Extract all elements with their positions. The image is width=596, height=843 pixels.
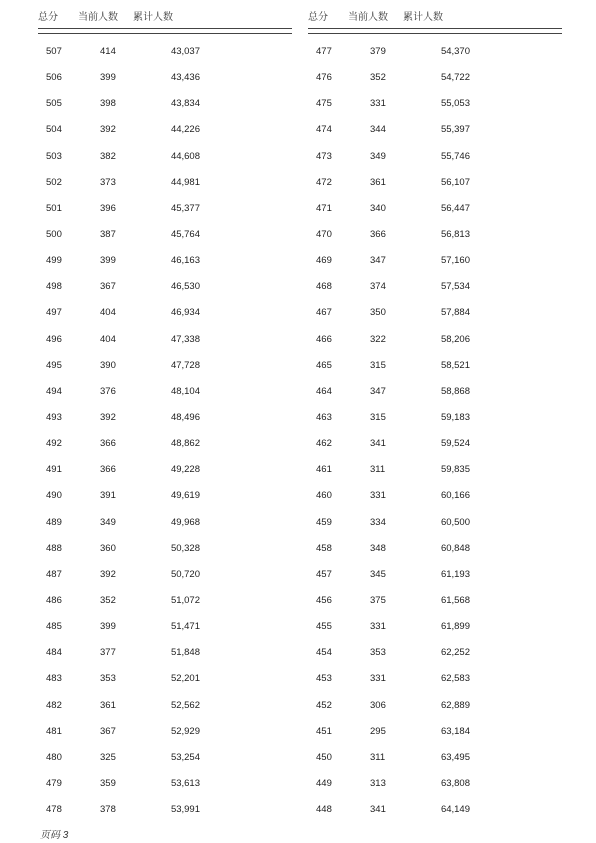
- cumulative-count-cell: 52,562: [170, 699, 200, 711]
- current-count-cell: 311: [370, 464, 386, 476]
- table-row: [308, 514, 562, 540]
- current-count-cell: 361: [100, 699, 116, 711]
- header-cumulative-count: 累计人数: [133, 12, 173, 23]
- score-cell: 467: [316, 307, 332, 319]
- score-cell: 485: [46, 621, 62, 633]
- cumulative-count-cell: 52,201: [170, 673, 200, 685]
- right-table-body: [308, 43, 562, 827]
- score-cell: 464: [316, 385, 332, 397]
- current-count-cell: 399: [100, 621, 116, 633]
- score-cell: 500: [46, 228, 62, 240]
- current-count-cell: 352: [370, 72, 386, 84]
- current-count-cell: 396: [100, 202, 116, 214]
- current-count-cell: 331: [370, 98, 386, 110]
- score-cell: 476: [316, 72, 332, 84]
- table-row: [38, 121, 292, 147]
- cumulative-count-cell: 60,500: [440, 516, 470, 528]
- cumulative-count-cell: 55,053: [440, 98, 470, 110]
- score-cell: 498: [46, 281, 62, 293]
- score-cell: 503: [46, 150, 62, 162]
- current-count-cell: 334: [370, 516, 386, 528]
- score-cell: 460: [316, 490, 332, 502]
- cumulative-count-cell: 62,889: [440, 699, 470, 711]
- current-count-cell: 348: [370, 542, 386, 554]
- cumulative-count-cell: 52,929: [170, 725, 200, 737]
- table-row: [38, 304, 292, 330]
- table-row: [38, 592, 292, 618]
- current-count-cell: 361: [370, 176, 386, 188]
- cumulative-count-cell: 55,746: [440, 150, 470, 162]
- current-count-cell: 349: [100, 516, 116, 528]
- table-row: [38, 618, 292, 644]
- current-count-cell: 311: [370, 751, 386, 763]
- table-row: [308, 226, 562, 252]
- current-count-cell: 359: [100, 777, 116, 789]
- left-table: [38, 0, 292, 827]
- cumulative-count-cell: 56,813: [440, 228, 470, 240]
- table-row: [38, 514, 292, 540]
- table-row: [38, 174, 292, 200]
- table-row: [308, 618, 562, 644]
- table-row: [308, 174, 562, 200]
- cumulative-count-cell: 54,370: [440, 46, 470, 57]
- score-cell: 466: [316, 333, 332, 345]
- table-row: [308, 278, 562, 304]
- cumulative-count-cell: 49,228: [170, 464, 200, 476]
- header-total-score: 总分: [38, 12, 58, 23]
- table-row: [38, 723, 292, 749]
- score-cell: 468: [316, 281, 332, 293]
- cumulative-count-cell: 51,072: [170, 594, 200, 606]
- current-count-cell: 392: [100, 411, 116, 423]
- table-row: [38, 226, 292, 252]
- score-cell: 488: [46, 542, 62, 554]
- cumulative-count-cell: 46,530: [170, 281, 200, 293]
- table-row: [308, 644, 562, 670]
- table-row: [308, 723, 562, 749]
- table-row: [308, 435, 562, 461]
- table-row: [38, 670, 292, 696]
- table-row: [38, 43, 292, 69]
- current-count-cell: 379: [370, 46, 386, 57]
- cumulative-count-cell: 53,991: [170, 804, 200, 816]
- current-count-cell: 345: [370, 568, 386, 580]
- score-cell: 480: [46, 751, 62, 763]
- cumulative-count-cell: 57,534: [440, 281, 470, 293]
- current-count-cell: 382: [100, 150, 116, 162]
- score-cell: 457: [316, 568, 332, 580]
- current-count-cell: 392: [100, 124, 116, 136]
- cumulative-count-cell: 59,183: [440, 411, 470, 423]
- table-row: [38, 644, 292, 670]
- cumulative-count-cell: 63,495: [440, 751, 470, 763]
- table-row: [38, 749, 292, 775]
- score-cell: 497: [46, 307, 62, 319]
- left-table-header: [38, 0, 292, 28]
- current-count-cell: 313: [370, 777, 386, 789]
- cumulative-count-cell: 58,868: [440, 385, 470, 397]
- cumulative-count-cell: 44,608: [170, 150, 200, 162]
- score-cell: 470: [316, 228, 332, 240]
- current-count-cell: 331: [370, 673, 386, 685]
- score-cell: 451: [316, 725, 332, 737]
- cumulative-count-cell: 63,808: [440, 777, 470, 789]
- current-count-cell: 367: [100, 725, 116, 737]
- table-row: [38, 357, 292, 383]
- cumulative-count-cell: 61,899: [440, 621, 470, 633]
- table-row: [38, 566, 292, 592]
- score-cell: 475: [316, 98, 332, 110]
- score-cell: 454: [316, 647, 332, 659]
- cumulative-count-cell: 47,338: [170, 333, 200, 345]
- table-row: [308, 487, 562, 513]
- current-count-cell: 340: [370, 202, 386, 214]
- score-cell: 505: [46, 98, 62, 110]
- score-cell: 502: [46, 176, 62, 188]
- cumulative-count-cell: 46,163: [170, 255, 200, 267]
- cumulative-count-cell: 46,934: [170, 307, 200, 319]
- cumulative-count-cell: 49,619: [170, 490, 200, 502]
- table-row: [308, 592, 562, 618]
- score-cell: 462: [316, 438, 332, 450]
- current-count-cell: 315: [370, 411, 386, 423]
- score-cell: 469: [316, 255, 332, 267]
- table-row: [38, 540, 292, 566]
- current-count-cell: 414: [100, 46, 116, 57]
- current-count-cell: 390: [100, 359, 116, 371]
- current-count-cell: 387: [100, 228, 116, 240]
- cumulative-count-cell: 44,226: [170, 124, 200, 136]
- score-cell: 471: [316, 202, 332, 214]
- score-cell: 484: [46, 647, 62, 659]
- table-row: [308, 749, 562, 775]
- score-cell: 482: [46, 699, 62, 711]
- table-row: [38, 95, 292, 121]
- cumulative-count-cell: 53,254: [170, 751, 200, 763]
- cumulative-count-cell: 49,968: [170, 516, 200, 528]
- table-row: [308, 540, 562, 566]
- score-cell: 472: [316, 176, 332, 188]
- score-cell: 491: [46, 464, 62, 476]
- cumulative-count-cell: 45,764: [170, 228, 200, 240]
- table-row: [38, 775, 292, 801]
- table-row: [308, 252, 562, 278]
- table-row: [38, 487, 292, 513]
- table-row: [308, 43, 562, 69]
- current-count-cell: 399: [100, 72, 116, 84]
- cumulative-count-cell: 58,206: [440, 333, 470, 345]
- table-row: [308, 304, 562, 330]
- score-cell: 490: [46, 490, 62, 502]
- table-row: [308, 409, 562, 435]
- current-count-cell: 322: [370, 333, 386, 345]
- score-cell: 473: [316, 150, 332, 162]
- current-count-cell: 331: [370, 621, 386, 633]
- table-row: [308, 383, 562, 409]
- score-cell: 452: [316, 699, 332, 711]
- current-count-cell: 366: [100, 464, 116, 476]
- cumulative-count-cell: 43,436: [170, 72, 200, 84]
- current-count-cell: 378: [100, 804, 116, 816]
- current-count-cell: 392: [100, 568, 116, 580]
- cumulative-count-cell: 43,037: [170, 46, 200, 57]
- cumulative-count-cell: 57,160: [440, 255, 470, 267]
- cumulative-count-cell: 59,835: [440, 464, 470, 476]
- cumulative-count-cell: 51,848: [170, 647, 200, 659]
- current-count-cell: 331: [370, 490, 386, 502]
- cumulative-count-cell: 53,613: [170, 777, 200, 789]
- current-count-cell: 366: [100, 438, 116, 450]
- table-row: [38, 697, 292, 723]
- current-count-cell: 344: [370, 124, 386, 136]
- cumulative-count-cell: 48,862: [170, 438, 200, 450]
- table-row: [308, 775, 562, 801]
- cumulative-count-cell: 43,834: [170, 98, 200, 110]
- table-row: [308, 801, 562, 827]
- header-current-count: 当前人数: [348, 12, 388, 23]
- table-row: [38, 435, 292, 461]
- current-count-cell: 353: [100, 673, 116, 685]
- current-count-cell: 398: [100, 98, 116, 110]
- cumulative-count-cell: 50,720: [170, 568, 200, 580]
- cumulative-count-cell: 57,884: [440, 307, 470, 319]
- current-count-cell: 295: [370, 725, 386, 737]
- table-row: [308, 121, 562, 147]
- current-count-cell: 360: [100, 542, 116, 554]
- header-total-score: 总分: [308, 12, 328, 23]
- score-cell: 477: [316, 46, 332, 57]
- score-cell: 453: [316, 673, 332, 685]
- current-count-cell: 341: [370, 438, 386, 450]
- score-cell: 493: [46, 411, 62, 423]
- current-count-cell: 347: [370, 255, 386, 267]
- current-count-cell: 349: [370, 150, 386, 162]
- score-cell: 461: [316, 464, 332, 476]
- score-cell: 463: [316, 411, 332, 423]
- score-cell: 487: [46, 568, 62, 580]
- current-count-cell: 376: [100, 385, 116, 397]
- current-count-cell: 315: [370, 359, 386, 371]
- right-table: [308, 0, 562, 827]
- current-count-cell: 341: [370, 804, 386, 816]
- score-cell: 506: [46, 72, 62, 84]
- cumulative-count-cell: 60,848: [440, 542, 470, 554]
- table-row: [38, 409, 292, 435]
- current-count-cell: 367: [100, 281, 116, 293]
- cumulative-count-cell: 48,104: [170, 385, 200, 397]
- score-cell: 494: [46, 385, 62, 397]
- current-count-cell: 325: [100, 751, 116, 763]
- right-table-header: [308, 0, 562, 28]
- score-cell: 448: [316, 804, 332, 816]
- score-cell: 456: [316, 594, 332, 606]
- table-row: [38, 252, 292, 278]
- table-row: [308, 95, 562, 121]
- score-cell: 478: [46, 804, 62, 816]
- score-cell: 496: [46, 333, 62, 345]
- current-count-cell: 347: [370, 385, 386, 397]
- cumulative-count-cell: 62,583: [440, 673, 470, 685]
- score-cell: 450: [316, 751, 332, 763]
- current-count-cell: 404: [100, 333, 116, 345]
- table-row: [308, 148, 562, 174]
- score-cell: 501: [46, 202, 62, 214]
- current-count-cell: 374: [370, 281, 386, 293]
- score-cell: 489: [46, 516, 62, 528]
- cumulative-count-cell: 54,722: [440, 72, 470, 84]
- table-row: [38, 331, 292, 357]
- cumulative-count-cell: 64,149: [440, 804, 470, 816]
- cumulative-count-cell: 48,496: [170, 411, 200, 423]
- score-cell: 486: [46, 594, 62, 606]
- table-row: [308, 697, 562, 723]
- header-current-count: 当前人数: [78, 12, 118, 23]
- score-cell: 459: [316, 516, 332, 528]
- current-count-cell: 377: [100, 647, 116, 659]
- table-row: [38, 200, 292, 226]
- table-row: [308, 357, 562, 383]
- score-cell: 504: [46, 124, 62, 136]
- cumulative-count-cell: 59,524: [440, 438, 470, 450]
- cumulative-count-cell: 55,397: [440, 124, 470, 136]
- cumulative-count-cell: 60,166: [440, 490, 470, 502]
- score-cell: 507: [46, 46, 62, 57]
- cumulative-count-cell: 56,107: [440, 176, 470, 188]
- current-count-cell: 399: [100, 255, 116, 267]
- cumulative-count-cell: 44,981: [170, 176, 200, 188]
- header-cumulative-count: 累计人数: [403, 12, 443, 23]
- cumulative-count-cell: 50,328: [170, 542, 200, 554]
- cumulative-count-cell: 56,447: [440, 202, 470, 214]
- current-count-cell: 306: [370, 699, 386, 711]
- table-row: [308, 461, 562, 487]
- header-double-rule: [38, 28, 292, 34]
- table-row: [308, 69, 562, 95]
- left-table-body: [38, 43, 292, 827]
- score-cell: 499: [46, 255, 62, 267]
- table-row: [38, 801, 292, 827]
- current-count-cell: 366: [370, 228, 386, 240]
- header-double-rule: [308, 28, 562, 34]
- table-row: [308, 200, 562, 226]
- score-cell: 455: [316, 621, 332, 633]
- score-cell: 474: [316, 124, 332, 136]
- cumulative-count-cell: 63,184: [440, 725, 470, 737]
- current-count-cell: 350: [370, 307, 386, 319]
- score-cell: 465: [316, 359, 332, 371]
- page-number: 页码 3: [40, 830, 69, 841]
- cumulative-count-cell: 45,377: [170, 202, 200, 214]
- current-count-cell: 352: [100, 594, 116, 606]
- cumulative-count-cell: 47,728: [170, 359, 200, 371]
- score-cell: 483: [46, 673, 62, 685]
- table-row: [38, 461, 292, 487]
- score-cell: 495: [46, 359, 62, 371]
- table-row: [38, 69, 292, 95]
- score-cell: 449: [316, 777, 332, 789]
- score-cell: 479: [46, 777, 62, 789]
- table-row: [308, 670, 562, 696]
- table-row: [38, 148, 292, 174]
- cumulative-count-cell: 62,252: [440, 647, 470, 659]
- cumulative-count-cell: 61,568: [440, 594, 470, 606]
- table-row: [308, 331, 562, 357]
- cumulative-count-cell: 58,521: [440, 359, 470, 371]
- current-count-cell: 404: [100, 307, 116, 319]
- current-count-cell: 373: [100, 176, 116, 188]
- table-row: [308, 566, 562, 592]
- table-row: [38, 383, 292, 409]
- score-cell: 458: [316, 542, 332, 554]
- current-count-cell: 375: [370, 594, 386, 606]
- score-cell: 481: [46, 725, 62, 737]
- table-row: [38, 278, 292, 304]
- current-count-cell: 353: [370, 647, 386, 659]
- current-count-cell: 391: [100, 490, 116, 502]
- cumulative-count-cell: 51,471: [170, 621, 200, 633]
- cumulative-count-cell: 61,193: [440, 568, 470, 580]
- score-cell: 492: [46, 438, 62, 450]
